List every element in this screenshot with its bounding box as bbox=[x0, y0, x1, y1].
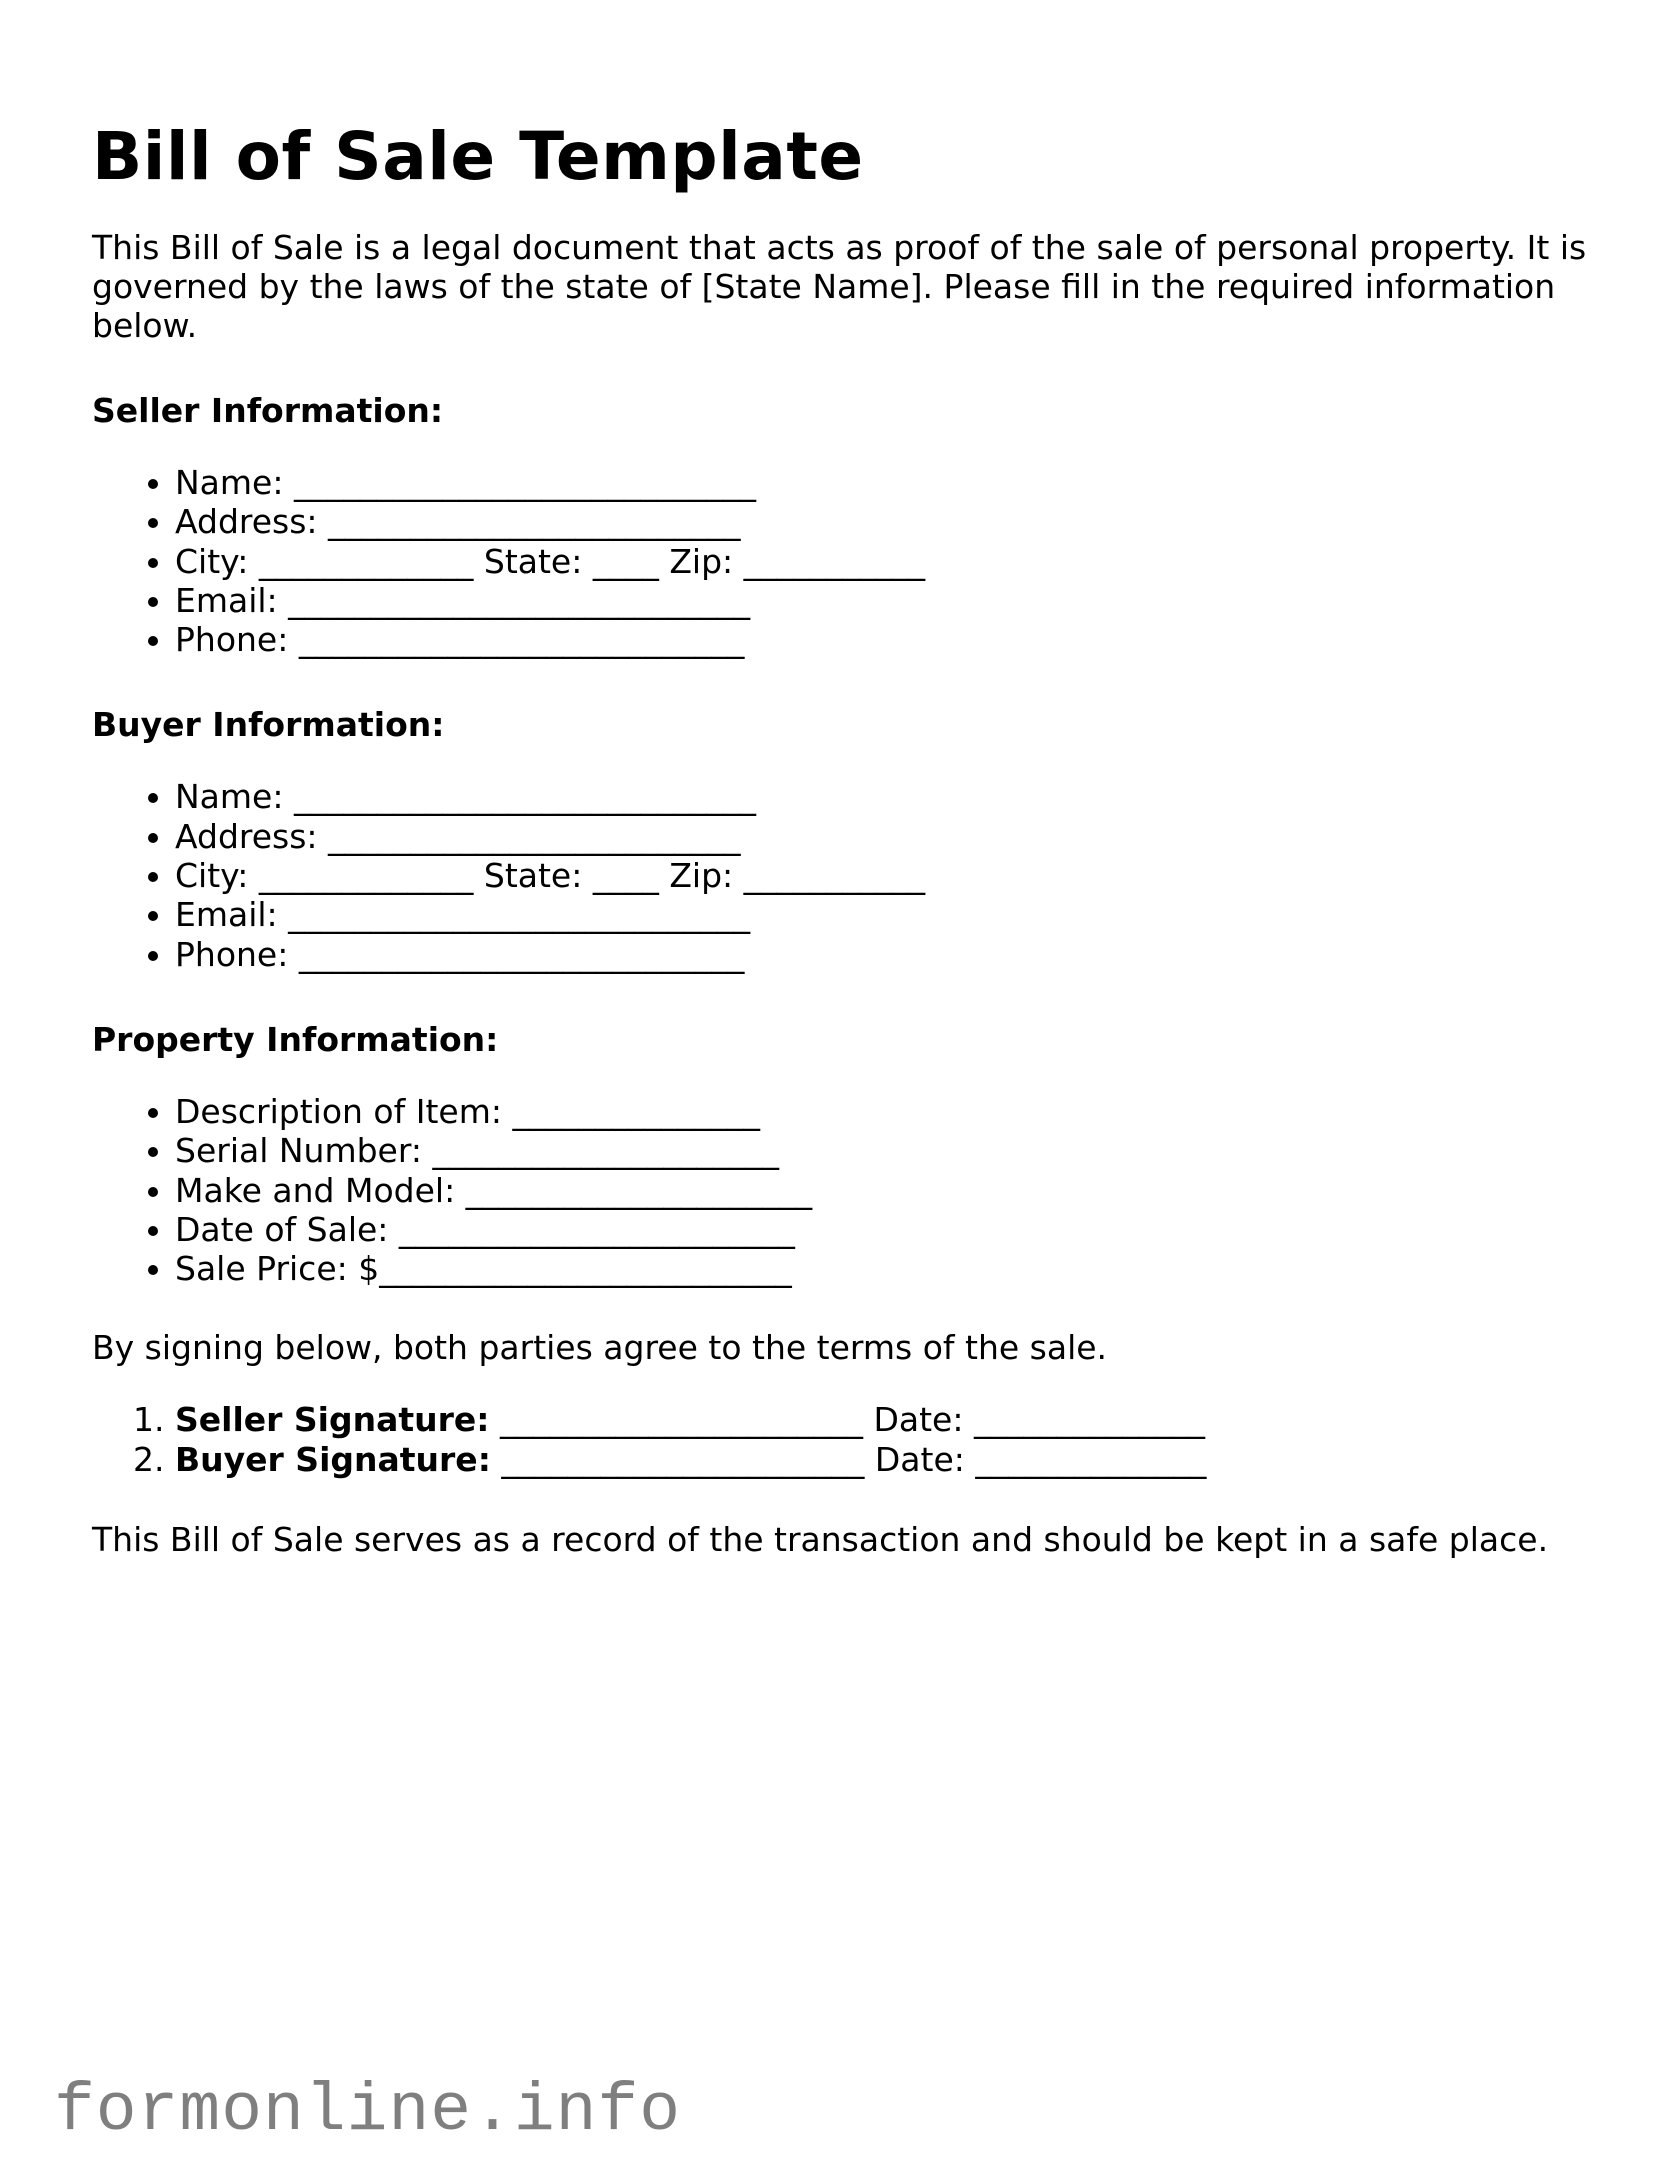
property-heading: Property Information: bbox=[92, 1019, 499, 1059]
intro-paragraph: This Bill of Sale is a legal document that acts as proof of the sale of personal property. It is governed by the laws of the state of [State Name]. Please fill in the required information below. bbox=[92, 228, 1587, 345]
buyer-signature-label: Buyer Signature: bbox=[175, 1440, 491, 1480]
seller-signature-blank: ______________________ Date: ______________ bbox=[489, 1400, 1205, 1440]
seller-heading: Seller Information: bbox=[92, 391, 444, 430]
buyer-phone-field: • Phone: ___________________________ bbox=[175, 935, 1612, 974]
buyer-signature-blank: ______________________ Date: ______________ bbox=[490, 1440, 1207, 1480]
seller-phone-field: • Phone: ___________________________ bbox=[175, 620, 1612, 659]
document-title: Bill of Sale Template bbox=[92, 118, 864, 195]
seller-name-field: • Name: ____________________________ bbox=[175, 463, 1612, 502]
watermark: formonline.info bbox=[54, 2073, 682, 2150]
document-page bbox=[92, 112, 1612, 1559]
property-serial-field: • Serial Number: _____________________ bbox=[175, 1131, 1612, 1170]
property-description-field: • Description of Item: _______________ bbox=[175, 1092, 1612, 1131]
property-date-field: • Date of Sale: ________________________ bbox=[175, 1210, 1612, 1249]
seller-city-state-zip-field: • City: _____________ State: ____ Zip: ___________ bbox=[175, 542, 1612, 581]
buyer-heading: Buyer Information: bbox=[92, 705, 445, 745]
signature-list bbox=[92, 1400, 1612, 1480]
seller-signature-label: Seller Signature: bbox=[175, 1400, 490, 1440]
property-price-field: • Sale Price: $_________________________ bbox=[175, 1249, 1612, 1288]
property-fields bbox=[92, 1092, 1612, 1288]
buyer-city-state-zip-field: • City: _____________ State: ____ Zip: ___________ bbox=[175, 856, 1612, 895]
buyer-fields bbox=[92, 777, 1612, 973]
seller-email-field: • Email: ____________________________ bbox=[175, 581, 1612, 620]
seller-fields bbox=[92, 463, 1612, 659]
seller-address-field: • Address: _________________________ bbox=[175, 502, 1612, 541]
buyer-name-field: • Name: ____________________________ bbox=[175, 777, 1612, 816]
closing-text: This Bill of Sale serves as a record of the transaction and should be kept in a safe place. bbox=[92, 1520, 1549, 1560]
buyer-signature-line bbox=[175, 1440, 1612, 1480]
buyer-email-field: • Email: ____________________________ bbox=[175, 895, 1612, 934]
agreement-text: By signing below, both parties agree to the terms of the sale. bbox=[92, 1328, 1108, 1368]
buyer-address-field: • Address: _________________________ bbox=[175, 817, 1612, 856]
seller-signature-line bbox=[175, 1400, 1612, 1440]
property-make-model-field: • Make and Model: _____________________ bbox=[175, 1171, 1612, 1210]
